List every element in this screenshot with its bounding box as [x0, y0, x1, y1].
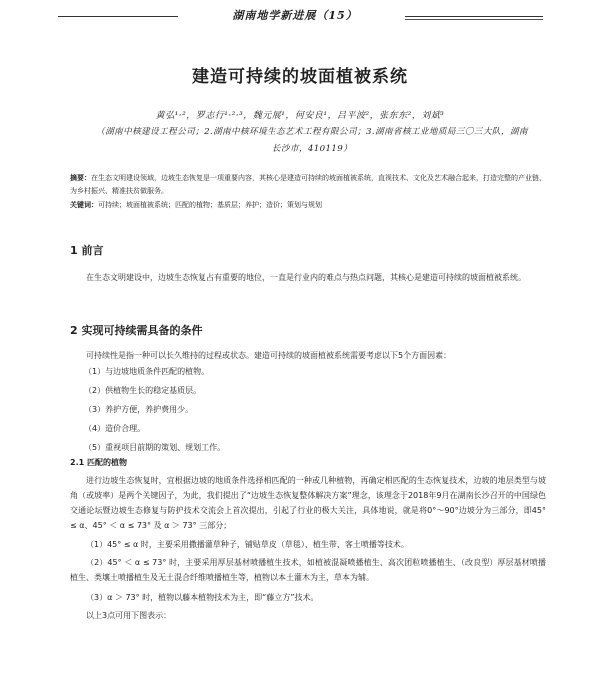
paper-title: 建造可持续的坡面植被系统	[192, 67, 408, 87]
section-2-1-heading: 2.1 匹配的植物	[70, 458, 127, 467]
slope-case-2: （2）45° ＜ α ≤ 73° 时，主要采用厚层基材喷播植生技术，如植被混凝喷播植生、高次团粒喷播植生、（改良型）厚层基材喷播植生、类壤土喷播植生及无土混合纤维喷播植生等，植物以本土灌木为主，草本为辅。	[70, 558, 546, 582]
journal-header: 湖南地学新进展（15）	[232, 9, 358, 22]
condition-item-2: （2）供植物生长的稳定基质层。	[84, 386, 202, 395]
condition-item-5: （5）重视项目前期的策划、规划工作。	[84, 443, 226, 452]
condition-item-3: （3）养护方便，养护费用少。	[84, 405, 194, 414]
abstract	[70, 172, 546, 197]
header-rule-right-thin	[405, 19, 543, 20]
section-2-1-paragraph: 进行边坡生态恢复时，宜根据边坡的地质条件选择相匹配的一种或几种植物，再确定相匹配的生态恢复技术，边坡的地层类型与坡角（或坡率）是两个关键因子，为此，我们提出了“边坡生态恢复整体解决方案”理念，该理念于2018年9月在湖南长沙召开的中国绿色交通论坛暨边坡生态修复与防护技术交流会上首次提出，引起了行业的极大关注，具体地说，就是将0°～90°边坡分为三部分，即45° ≤ α、45° ＜ α ≤ 73° 及 α ＞ 73° 三部分；	[70, 476, 546, 530]
section-2-intro: 可持续性是指一种可以长久维持的过程或状态。建造可持续的坡面植被系统需要考虑以下5个方面因素：	[86, 351, 452, 360]
slope-case-3: （3）α ＞ 73° 时，植物以藤本植物技术为主，即“藤立方”技术。	[86, 593, 319, 602]
slope-case-1: （1）45° ≤ α 时，主要采用撒播灌草种子，铺贴草皮（草毯）、植生带、客土喷播等技术。	[86, 540, 409, 549]
author-list: 黄弘¹·²，罗志行¹·²·³，魏元展¹，何安良¹，吕平波²，张东东²，刘斌³	[155, 111, 445, 121]
affiliation: （湖南中核建设工程公司；2.湖南中核环境生态艺术工程有限公司；3.湖南省核工业地质局三〇三大队，湖南长沙市，410119）	[96, 127, 528, 154]
keywords-text: 可持续；坡面植被系统；匹配的植物；基质层；养护；造价；策划与规划	[98, 201, 322, 209]
condition-item-1: （1）与边坡地质条件匹配的植物。	[84, 367, 210, 376]
keywords	[70, 199, 546, 211]
section-1-body: 在生态文明建设中，边坡生态恢复占有重要的地位，一直是行业内的难点与热点问题，其核心是建造可持续的坡面植被系统。	[86, 273, 526, 282]
abstract-label: 摘要：	[70, 174, 91, 182]
section-1-heading: 1 前言	[70, 244, 104, 257]
section-2-heading: 2 实现可持续需具备的条件	[70, 324, 203, 337]
header-rule-right	[405, 16, 543, 17]
figure-intro: 以上3点可用下图表示：	[86, 611, 172, 620]
condition-item-4: （4）造价合理。	[84, 424, 146, 433]
abstract-text: 在生态文明建设领域，边坡生态恢复是一项重要内容，其核心是建造可持续的坡面植被系统，直视技术、文化及艺术融合起来，打造完整的产业链，为乡村振兴、精准扶贫做服务。	[70, 174, 546, 195]
keywords-label: 关键词：	[70, 201, 98, 209]
header-rule-left	[58, 16, 178, 17]
